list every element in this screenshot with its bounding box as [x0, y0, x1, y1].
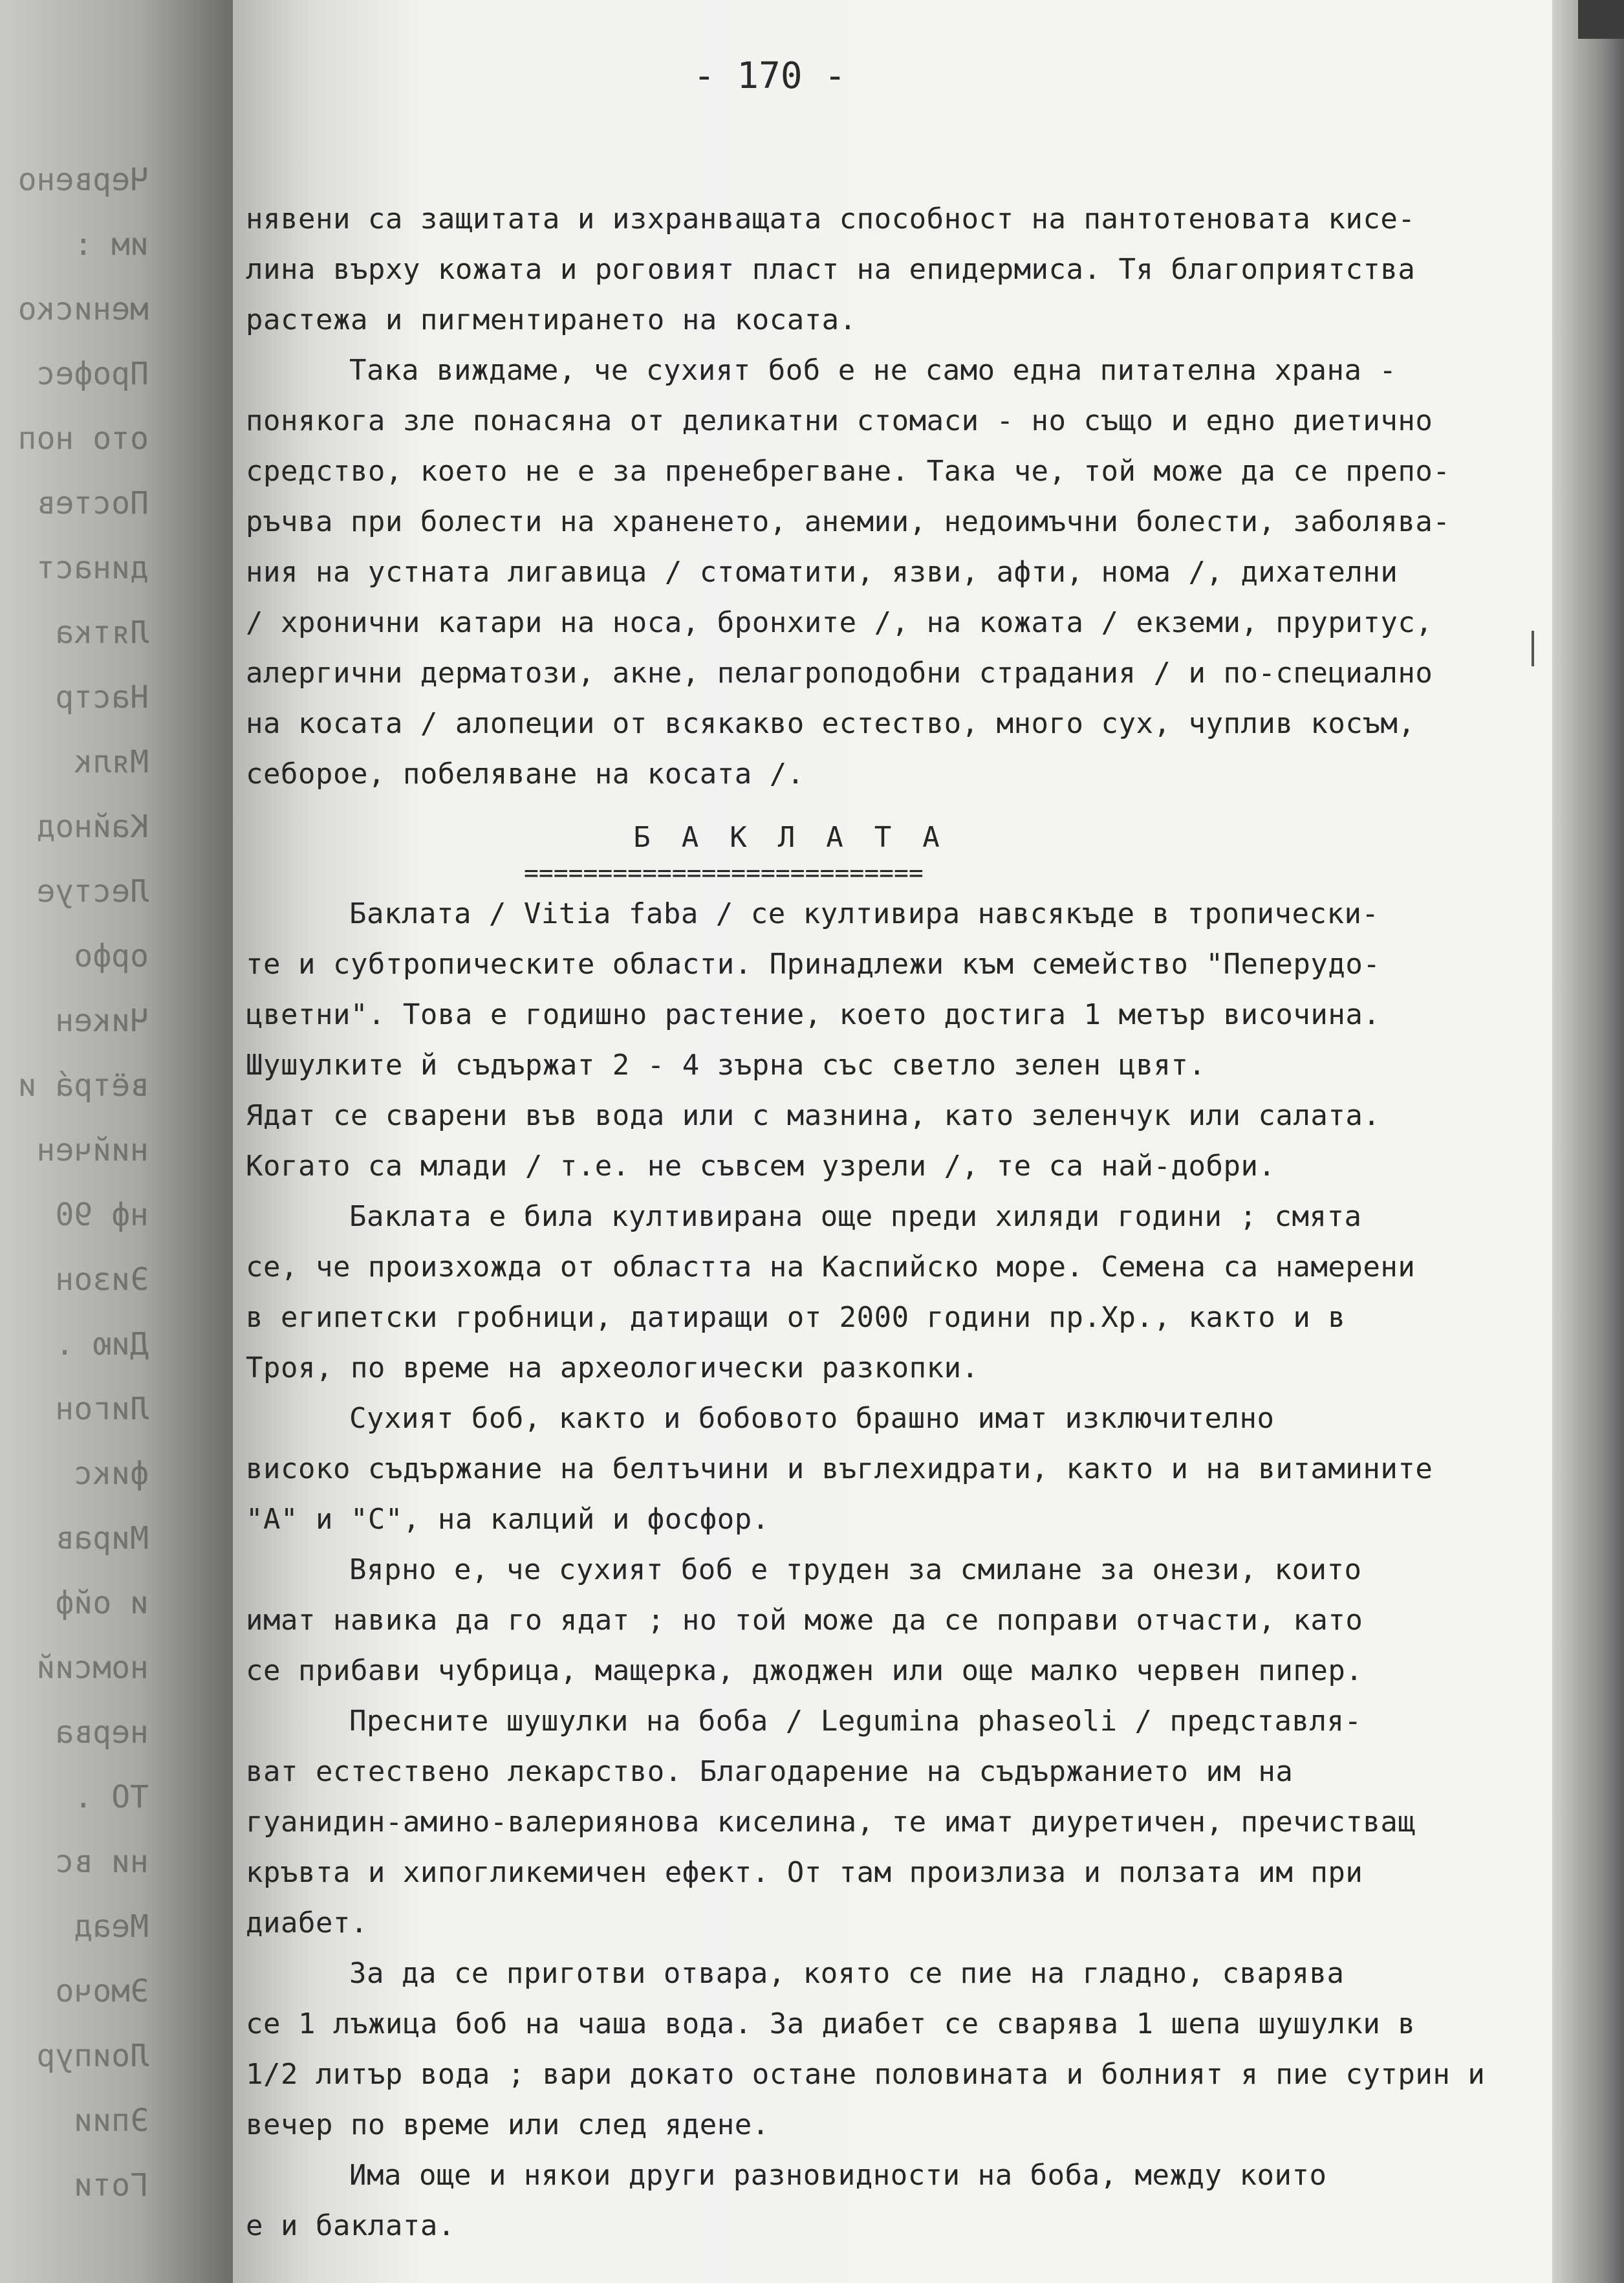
section-underline: ===========================: [524, 863, 924, 887]
paragraph-6: [246, 1545, 1507, 1696]
bleed-line: ни вс: [55, 1844, 149, 1880]
bleed-line: Лестуе: [36, 873, 149, 910]
text-line: 1/2 литър вода ; вари докато остане половината и болният я пие сутрин и: [246, 2058, 1486, 2091]
bleed-line: Чикен: [55, 1003, 149, 1039]
paragraph-7: [246, 1696, 1507, 1949]
bleed-line: ото ноп: [17, 421, 149, 457]
bleed-line: Профес: [36, 356, 149, 392]
text-line: високо съдържание на белтъчини и въглехидрати, както и на витамините: [246, 1452, 1433, 1485]
text-line: вечер по време или след ядене.: [246, 2108, 770, 2141]
bleed-line: вётрá и: [17, 1067, 149, 1104]
text-line: те и субтропическите области. Принадлежи към семейство "Пеперудо-: [246, 948, 1381, 981]
bleed-line: Готи: [74, 2167, 149, 2203]
book-spine-edge: [1552, 0, 1624, 2283]
bleed-line: номсий: [36, 1650, 149, 1686]
bleed-line: Кайнод: [36, 809, 149, 845]
bleed-line: нийчен: [36, 1132, 149, 1168]
bleed-line: Лоипур: [36, 2038, 149, 2074]
bleed-line: Постев: [36, 485, 149, 521]
text-line: гуанидин-амино-валериянова киселина, те имат диуретичен, пречистващ: [246, 1806, 1416, 1839]
bleed-line: и ойф: [55, 1585, 149, 1621]
bleed-line: Эпии: [74, 2103, 149, 2139]
bleed-line: орфо: [74, 938, 149, 974]
text-line: Ядат се сварени във вода или с мазнина, като зеленчук или салата.: [246, 1099, 1381, 1132]
paragraph-5: [246, 1393, 1507, 1545]
bleed-line: Мирав: [55, 1520, 149, 1557]
text-line: Така виждаме, че сухият боб е не само една питателна храна -: [349, 354, 1397, 387]
margin-mark: [1532, 631, 1534, 666]
text-line: кръвта и хипогликемичен ефект. От там произлиза и ползата им при: [246, 1856, 1363, 1889]
text-line: средство, което не е за пренебрегване. Така че, той може да се препо-: [246, 455, 1451, 488]
text-line: в египетски гробници, датиращи от 2000 години пр.Хр., както и в: [246, 1301, 1346, 1334]
text-line: ния на устната лигавица / стоматити, язви, афти, нома /, дихателни: [246, 556, 1398, 589]
text-line: нявени са защитата и изхранващата способност на пантотеновата кисе-: [246, 202, 1416, 235]
text-line: алергични дерматози, акне, пелагроподобни страдания / и по-специално: [246, 657, 1433, 690]
bleed-line: фикс: [74, 1456, 149, 1492]
bleed-line: Лятка: [55, 615, 149, 651]
bleed-line: нф 90: [55, 1197, 149, 1233]
text-line: За да се приготви отвара, която се пие на гладно, сварява: [349, 1957, 1345, 1990]
text-line: имат навика да го ядат ; но той може да се поправи отчасти, като: [246, 1604, 1363, 1637]
text-line: цветни". Това е годишно растение, което достига 1 метър височина.: [246, 998, 1381, 1031]
text-line: "А" и "С", на калций и фосфор.: [246, 1503, 770, 1536]
text-line: Баклата / Vitia faba / се култивира навсякъде в тропически-: [349, 897, 1380, 930]
text-line: се, че произхожда от областта на Каспийско море. Семена са намерени: [246, 1251, 1416, 1284]
previous-page-margin: [0, 0, 252, 2283]
page-number: - 170 -: [693, 55, 846, 97]
paragraph-2: [246, 345, 1507, 800]
bleed-line: Эизон: [55, 1262, 149, 1298]
bleed-line: Эмочо: [55, 1973, 149, 2009]
paragraph-3: [246, 889, 1507, 1192]
text-line: Сухият боб, както и бобовото брашно имат изключително: [349, 1402, 1275, 1435]
bleed-line: им :: [74, 226, 149, 263]
bleed-line: Настр: [55, 679, 149, 715]
bleed-line: Меад: [74, 1908, 149, 1945]
binding-tab: [1578, 0, 1624, 39]
text-line: понякога зле понасяна от деликатни стомаси - но също и едно диетично: [246, 404, 1433, 437]
text-line: / хронични катари на носа, бронхите /, на кожата / екземи, пруритус,: [246, 606, 1433, 639]
bleed-line: нерва: [55, 1714, 149, 1751]
text-line: се прибави чубрица, мащерка, джоджен или още малко червен пипер.: [246, 1654, 1363, 1687]
text-line: диабет.: [246, 1906, 368, 1939]
text-line: ръчва при болести на храненето, анемии, недоимъчни болести, заболява-: [246, 505, 1451, 538]
paragraph-8: [246, 1949, 1507, 2150]
text-line: ват естествено лекарство. Благодарение на съдържанието им на: [246, 1755, 1294, 1788]
paragraph-9: [246, 2150, 1507, 2251]
text-line: Троя, по време на археологически разкопки.: [246, 1351, 979, 1384]
text-line: лина върху кожата и роговият пласт на епидермиса. Тя благоприятства: [246, 253, 1416, 286]
text-line: Пресните шушулки на боба / Legumina phaseoli / представля-: [349, 1705, 1362, 1738]
text-line: на косата / алопеции от всякакво естество, много сух, чуплив косъм,: [246, 707, 1416, 740]
paragraph-4: [246, 1192, 1507, 1393]
bleed-line: Дию .: [55, 1326, 149, 1362]
document-body: [246, 194, 1507, 2251]
text-line: себорое, побеляване на косата /.: [246, 758, 805, 791]
bleed-line: мениско: [17, 291, 149, 327]
text-line: Вярно е, че сухият боб е труден за смилане за онези, които: [349, 1553, 1362, 1586]
text-line: растежа и пигментирането на косата.: [246, 303, 857, 336]
text-line: Когато са млади / т.е. не съвсем узрели /, те са най-добри.: [246, 1150, 1276, 1183]
text-line: Баклата е била култивирана още преди хиляди години ; смята: [349, 1200, 1362, 1233]
bleed-line: Червено: [17, 162, 149, 198]
bleed-line: Лигон: [55, 1391, 149, 1427]
text-line: Има още и някои други разновидности на боба, между които: [349, 2159, 1327, 2192]
bleed-line: Мялк: [74, 744, 149, 780]
bleed-line: ТО .: [74, 1779, 149, 1815]
section-title: БАКЛАТА: [633, 821, 971, 854]
text-line: Шушулките й съдържат 2 - 4 зърна със светло зелен цвят.: [246, 1049, 1206, 1082]
text-line: се 1 лъжица боб на чаша вода. За диабет се сварява 1 шепа шушулки в: [246, 2007, 1416, 2040]
paragraph-1: [246, 194, 1507, 345]
bleed-line: династ: [36, 550, 149, 586]
text-line: е и баклата.: [246, 2209, 455, 2242]
